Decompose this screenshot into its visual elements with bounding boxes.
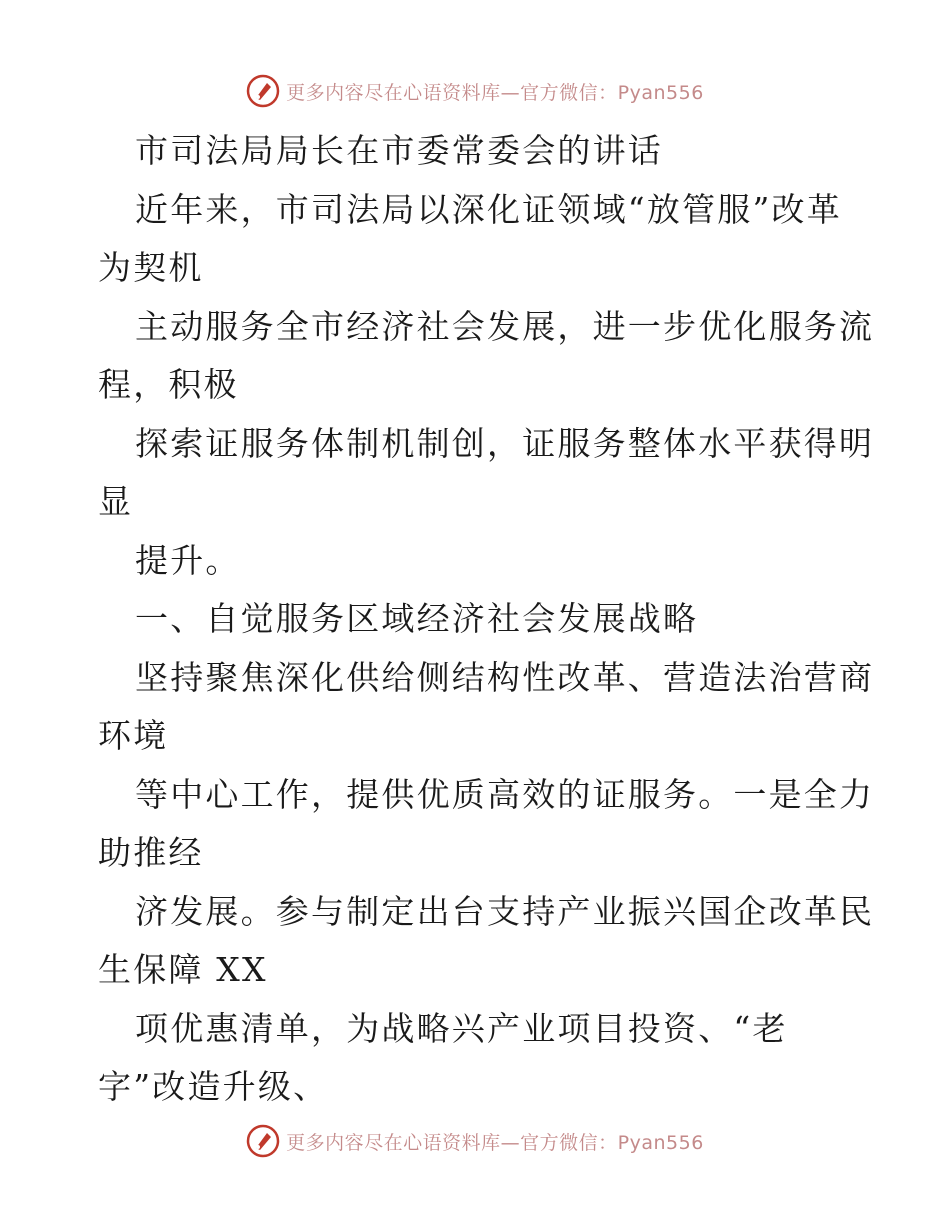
paragraph-line: 主动服务全市经济社会发展，进一步优化服务流 <box>135 306 875 346</box>
paragraph-line: 为契机 <box>98 248 204 287</box>
watermark-text: 更多内容尽在心语资料库—官方微信：Pyan556 <box>286 1131 704 1154</box>
document-title: 市司法局局长在市委常委会的讲话 <box>135 131 663 170</box>
footer-watermark <box>0 1124 950 1158</box>
paragraph-line: 字”改造升级、 <box>98 1067 329 1106</box>
paragraph-line: 项优惠清单，为战略兴产业项目投资、“老 <box>135 1008 788 1048</box>
paragraph-line: 探索证服务体制机制创，证服务整体水平获得明 <box>135 423 875 463</box>
paragraph-line: 坚持聚焦深化供给侧结构性改革、营造法治营商 <box>135 657 875 697</box>
paragraph-line: 等中心工作，提供优质高效的证服务。一是全力 <box>135 774 875 814</box>
watermark-text: 更多内容尽在心语资料库—官方微信：Pyan556 <box>286 81 704 104</box>
paragraph-line: 环境 <box>98 716 169 755</box>
document-body <box>98 122 875 1117</box>
paragraph-line: 助推经 <box>98 833 204 872</box>
paragraph-line: 近年来，市司法局以深化证领域“放管服”改革 <box>135 189 842 229</box>
section-heading: 一、自觉服务区域经济社会发展战略 <box>135 599 699 638</box>
pen-nib-logo-icon <box>246 1124 280 1158</box>
paragraph-line: 生保障 XX <box>98 950 268 989</box>
paragraph-line: 显 <box>98 482 134 521</box>
pen-nib-logo-icon <box>246 74 280 108</box>
paragraph-line: 济发展。参与制定出台支持产业振兴国企改革民 <box>135 891 875 931</box>
paragraph-line: 程，积极 <box>98 365 239 404</box>
header-watermark <box>0 74 950 108</box>
paragraph-line: 提升。 <box>135 540 241 580</box>
